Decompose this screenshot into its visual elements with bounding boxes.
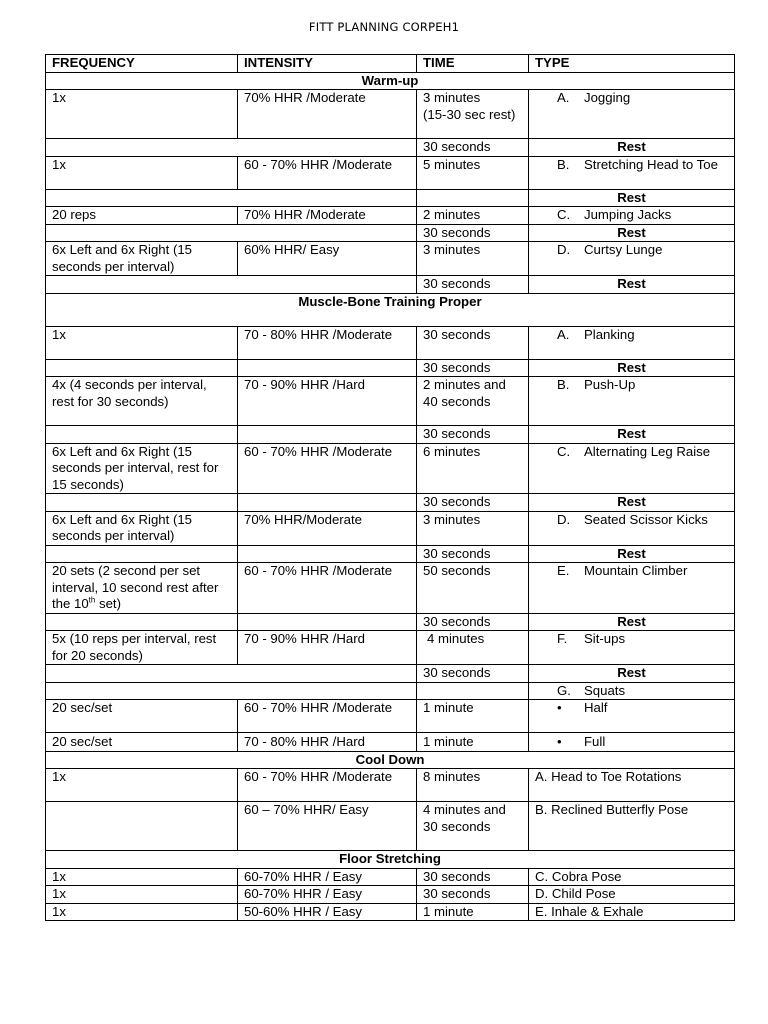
cell-time: 2 minutes bbox=[417, 207, 529, 225]
cell-empty bbox=[46, 139, 417, 157]
cell-time: 30 seconds bbox=[417, 224, 529, 242]
rest-label: Rest bbox=[529, 359, 735, 377]
cell-type bbox=[529, 326, 735, 359]
bullet-icon: • bbox=[557, 700, 562, 715]
cell-time: 2 minutes and 40 seconds bbox=[417, 377, 529, 426]
header-row bbox=[46, 55, 735, 73]
section-warmup: Warm-up bbox=[46, 72, 735, 90]
table-row bbox=[46, 769, 735, 802]
rest-label: Rest bbox=[529, 224, 735, 242]
cell-type: A. Head to Toe Rotations bbox=[529, 769, 735, 802]
type-letter: B. bbox=[557, 156, 570, 172]
table-row bbox=[46, 511, 735, 545]
cell-intensity: 60 - 70% HHR /Moderate bbox=[238, 769, 417, 802]
type-name: Full bbox=[584, 734, 606, 749]
cell-type bbox=[529, 733, 735, 752]
cell-time bbox=[417, 90, 529, 139]
cell-time: 1 minute bbox=[417, 733, 529, 752]
cell-frequency: 1x bbox=[46, 326, 238, 359]
type-name: Squats bbox=[584, 682, 626, 698]
rest-row bbox=[46, 139, 735, 157]
section-row bbox=[46, 293, 735, 326]
cell-time: 4 minutes and 30 seconds bbox=[417, 802, 529, 851]
cell-time: 30 seconds bbox=[417, 276, 529, 294]
table-row bbox=[46, 802, 735, 851]
cell-frequency: 6x Left and 6x Right (15 seconds per interval, rest for 15 seconds) bbox=[46, 443, 238, 494]
rest-row bbox=[46, 224, 735, 242]
cell-intensity: 70 - 80% HHR /Moderate bbox=[238, 326, 417, 359]
cell-intensity: 70% HHR /Moderate bbox=[238, 90, 417, 139]
cell-type: D. Child Pose bbox=[529, 886, 735, 904]
cell-type bbox=[529, 443, 735, 494]
document-title: FITT PLANNING CORPEH1 bbox=[308, 20, 460, 34]
cell-type bbox=[529, 700, 735, 733]
cell-time: 5 minutes bbox=[417, 156, 529, 189]
type-name: Push-Up bbox=[584, 377, 636, 392]
table-row bbox=[46, 563, 735, 614]
cell-type: B. Reclined Butterfly Pose bbox=[529, 802, 735, 851]
rest-label: Rest bbox=[529, 189, 735, 207]
table-row bbox=[46, 886, 735, 904]
cell-type bbox=[529, 207, 735, 225]
cell-empty bbox=[46, 359, 238, 377]
table-row bbox=[46, 700, 735, 733]
table-row bbox=[46, 326, 735, 359]
cell-time: 6 minutes bbox=[417, 443, 529, 494]
cell-intensity: 60 – 70% HHR/ Easy bbox=[238, 802, 417, 851]
type-letter: A. bbox=[557, 90, 570, 105]
rest-row bbox=[46, 276, 735, 294]
type-name: Jogging bbox=[584, 90, 631, 105]
type-letter: E. bbox=[557, 563, 570, 578]
section-floor-stretching: Floor Stretching bbox=[46, 851, 735, 869]
type-name: Jumping Jacks bbox=[584, 207, 672, 222]
table-row bbox=[46, 682, 735, 700]
cell-frequency: 6x Left and 6x Right (15 seconds per interval) bbox=[46, 511, 238, 545]
cell-time: 30 seconds bbox=[417, 545, 529, 563]
cell-empty bbox=[46, 665, 417, 683]
cell-type bbox=[529, 90, 735, 139]
rest-row bbox=[46, 426, 735, 444]
cell-time: 30 seconds bbox=[417, 359, 529, 377]
rest-row bbox=[46, 359, 735, 377]
type-letter: B. bbox=[557, 377, 570, 392]
cell-intensity: 60-70% HHR / Easy bbox=[238, 886, 417, 904]
cell-empty bbox=[417, 682, 529, 700]
cell-empty bbox=[238, 494, 417, 512]
header-type: TYPE bbox=[529, 55, 735, 73]
cell-type: E. Inhale & Exhale bbox=[529, 903, 735, 921]
cell-type bbox=[529, 156, 735, 189]
cell-time: 4 minutes bbox=[417, 631, 529, 665]
cell-time: 30 seconds bbox=[417, 886, 529, 904]
cell-intensity: 60-70% HHR / Easy bbox=[238, 868, 417, 886]
table-row bbox=[46, 377, 735, 426]
cell-intensity: 70 - 90% HHR /Hard bbox=[238, 631, 417, 665]
cell-time: 30 seconds bbox=[417, 139, 529, 157]
table-row bbox=[46, 631, 735, 665]
section-row bbox=[46, 72, 735, 90]
cell-time: 8 minutes bbox=[417, 769, 529, 802]
cell-intensity: 60 - 70% HHR /Moderate bbox=[238, 443, 417, 494]
cell-empty bbox=[46, 545, 238, 563]
rest-label: Rest bbox=[529, 494, 735, 512]
cell-time: 30 seconds bbox=[417, 665, 529, 683]
rest-label: Rest bbox=[529, 426, 735, 444]
cell-intensity: 50-60% HHR / Easy bbox=[238, 903, 417, 921]
header-frequency: FREQUENCY bbox=[46, 55, 238, 73]
cell-time: 30 seconds bbox=[417, 326, 529, 359]
cell-empty bbox=[238, 426, 417, 444]
cell-type: C. Cobra Pose bbox=[529, 868, 735, 886]
cell-frequency: 1x bbox=[46, 90, 238, 139]
cell-time: 3 minutes bbox=[417, 242, 529, 276]
cell-empty bbox=[46, 426, 238, 444]
type-letter: D. bbox=[557, 511, 571, 527]
type-letter: D. bbox=[557, 242, 571, 257]
cell-frequency: 1x bbox=[46, 769, 238, 802]
cell-time: 1 minute bbox=[417, 700, 529, 733]
type-name: Seated Scissor Kicks bbox=[584, 511, 708, 527]
cell-empty bbox=[46, 494, 238, 512]
type-name: Mountain Climber bbox=[584, 563, 688, 578]
fitt-table bbox=[45, 54, 735, 921]
type-letter: F. bbox=[557, 631, 568, 646]
cell-intensity: 70% HHR/Moderate bbox=[238, 511, 417, 545]
table-row bbox=[46, 242, 735, 276]
cell-empty bbox=[46, 189, 417, 207]
cell-empty bbox=[238, 545, 417, 563]
cell-frequency: 1x bbox=[46, 868, 238, 886]
cell-time: 30 seconds bbox=[417, 426, 529, 444]
table-row bbox=[46, 90, 735, 139]
type-name: Sit-ups bbox=[584, 631, 626, 646]
cell-time: 30 seconds bbox=[417, 494, 529, 512]
cell-type bbox=[529, 377, 735, 426]
rest-row bbox=[46, 665, 735, 683]
cell-intensity: 70% HHR /Moderate bbox=[238, 207, 417, 225]
table-row bbox=[46, 156, 735, 189]
frequency-text: 20 sets (2 second per set interval, 10 second rest after the 10 bbox=[52, 563, 219, 611]
cell-time: 1 minute bbox=[417, 903, 529, 921]
section-row bbox=[46, 851, 735, 869]
cell-intensity: 60 - 70% HHR /Moderate bbox=[238, 700, 417, 733]
section-cool-down: Cool Down bbox=[46, 751, 735, 769]
rest-label: Rest bbox=[529, 139, 735, 157]
cell-empty bbox=[46, 276, 417, 294]
section-muscle-bone: Muscle-Bone Training Proper bbox=[46, 293, 735, 326]
cell-type bbox=[529, 631, 735, 665]
cell-time: 50 seconds bbox=[417, 563, 529, 614]
rest-label: Rest bbox=[529, 545, 735, 563]
rest-row bbox=[46, 494, 735, 512]
cell-empty bbox=[238, 359, 417, 377]
cell-frequency: 4x (4 seconds per interval, rest for 30 seconds) bbox=[46, 377, 238, 426]
frequency-text: set) bbox=[95, 596, 121, 611]
cell-intensity: 60 - 70% HHR /Moderate bbox=[238, 563, 417, 614]
rest-label: Rest bbox=[529, 276, 735, 294]
table-row bbox=[46, 207, 735, 225]
cell-frequency bbox=[46, 563, 238, 614]
cell-frequency: 6x Left and 6x Right (15 seconds per interval) bbox=[46, 242, 238, 276]
cell-type bbox=[529, 242, 735, 276]
cell-frequency: 1x bbox=[46, 886, 238, 904]
cell-time: 30 seconds bbox=[417, 613, 529, 631]
cell-frequency: 20 sec/set bbox=[46, 733, 238, 752]
rest-label: Rest bbox=[529, 613, 735, 631]
type-name: Stretching Head to Toe bbox=[584, 156, 718, 172]
cell-empty bbox=[46, 682, 417, 700]
cell-type bbox=[529, 511, 735, 545]
cell-empty bbox=[238, 613, 417, 631]
cell-type bbox=[529, 563, 735, 614]
ordinal-suffix: th bbox=[88, 595, 96, 605]
cell-frequency bbox=[46, 802, 238, 851]
cell-time: 30 seconds bbox=[417, 868, 529, 886]
cell-type bbox=[529, 682, 735, 700]
header-intensity: INTENSITY bbox=[238, 55, 417, 73]
cell-empty bbox=[417, 189, 529, 207]
cell-frequency: 1x bbox=[46, 156, 238, 189]
time-line: 3 minutes bbox=[423, 90, 481, 105]
cell-intensity: 70 - 90% HHR /Hard bbox=[238, 377, 417, 426]
section-row bbox=[46, 751, 735, 769]
cell-empty bbox=[46, 224, 417, 242]
table-row bbox=[46, 443, 735, 494]
time-line: (15-30 sec rest) bbox=[423, 106, 516, 122]
type-letter: G. bbox=[557, 682, 571, 698]
cell-time: 3 minutes bbox=[417, 511, 529, 545]
cell-frequency: 5x (10 reps per interval, rest for 20 seconds) bbox=[46, 631, 238, 665]
type-name: Curtsy Lunge bbox=[584, 242, 663, 257]
rest-label: Rest bbox=[529, 665, 735, 683]
bullet-icon: • bbox=[557, 734, 562, 749]
cell-empty bbox=[46, 613, 238, 631]
cell-frequency: 20 sec/set bbox=[46, 700, 238, 733]
cell-intensity: 70 - 80% HHR /Hard bbox=[238, 733, 417, 752]
rest-row bbox=[46, 545, 735, 563]
rest-row bbox=[46, 613, 735, 631]
cell-intensity: 60 - 70% HHR /Moderate bbox=[238, 156, 417, 189]
type-letter: C. bbox=[557, 207, 571, 222]
header-time: TIME bbox=[417, 55, 529, 73]
cell-intensity: 60% HHR/ Easy bbox=[238, 242, 417, 276]
type-letter: A. bbox=[557, 326, 570, 342]
table-row bbox=[46, 733, 735, 752]
cell-frequency: 20 reps bbox=[46, 207, 238, 225]
rest-row bbox=[46, 189, 735, 207]
type-letter: C. bbox=[557, 443, 571, 459]
type-name: Alternating Leg Raise bbox=[584, 443, 711, 459]
type-name: Planking bbox=[584, 326, 635, 342]
table-row bbox=[46, 903, 735, 921]
type-name: Half bbox=[584, 700, 608, 715]
cell-frequency: 1x bbox=[46, 903, 238, 921]
table-row bbox=[46, 868, 735, 886]
